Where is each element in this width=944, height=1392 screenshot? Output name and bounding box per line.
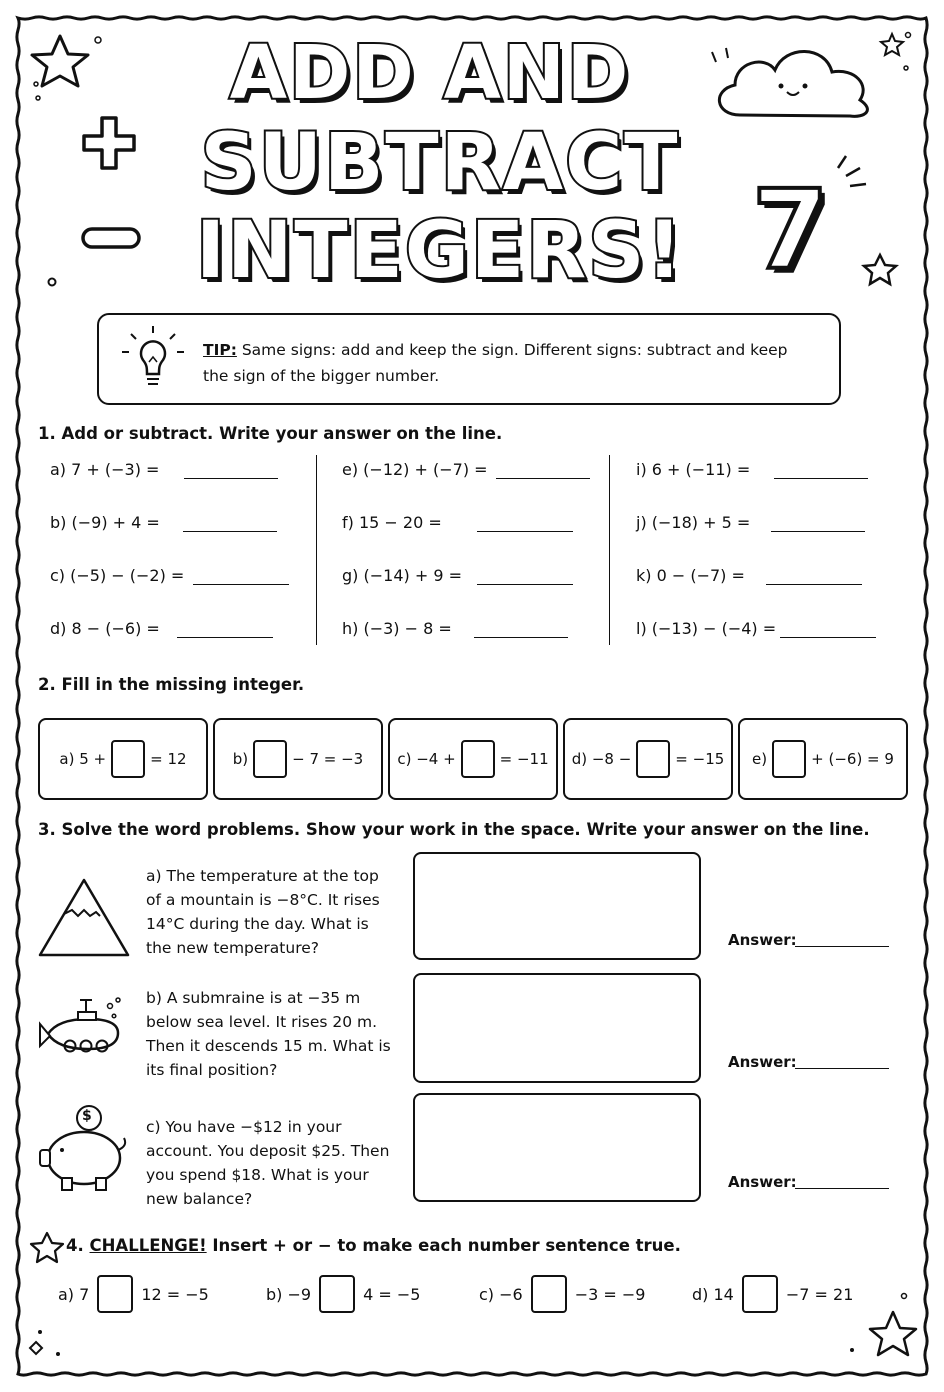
- challenge-a-before: a) 7: [58, 1284, 90, 1304]
- challenge-item-a: [58, 1275, 209, 1313]
- fill-box-c: [388, 718, 558, 800]
- fill-box-a: [38, 718, 208, 800]
- answer-line-1e[interactable]: [496, 478, 590, 479]
- problem-1k: k) 0 − (−7) =: [636, 566, 745, 585]
- problem-1d: d) 8 − (−6) =: [50, 619, 160, 638]
- tip-label: TIP:: [203, 341, 237, 359]
- title-line-2: SUBTRACT: [200, 118, 680, 208]
- challenge-instruction: Insert + or − to make each number sentence true.: [212, 1236, 681, 1255]
- problem-1h: h) (−3) − 8 =: [342, 619, 452, 638]
- problem-1e: e) (−12) + (−7) =: [342, 460, 488, 479]
- challenge-c-before: c) −6: [479, 1284, 523, 1304]
- fill-box-b: [213, 718, 383, 800]
- star-outline-icon: [864, 255, 896, 284]
- fill-b-after: − 7 = −3: [292, 750, 364, 768]
- problem-1i: i) 6 + (−11) =: [636, 460, 751, 479]
- grade-number: 7: [752, 166, 829, 294]
- minus-sign-icon: [83, 229, 139, 247]
- answer-line-1i[interactable]: [774, 478, 868, 479]
- answer-line-1b[interactable]: [183, 531, 277, 532]
- challenge-star-icon: [31, 1233, 63, 1262]
- problem-1l: l) (−13) − (−4) =: [636, 619, 777, 638]
- challenge-item-d: [692, 1275, 853, 1313]
- section-2-heading: 2. Fill in the missing integer.: [38, 675, 305, 694]
- section-1-heading: 1. Add or subtract. Write your answer on the line.: [38, 424, 503, 443]
- cloud-icon: [712, 48, 867, 116]
- problem-1g: g) (−14) + 9 =: [342, 566, 462, 585]
- fill-e-after: + (−6) = 9: [811, 750, 894, 768]
- challenge-b-before: b) −9: [266, 1284, 312, 1304]
- piggy-dollar-symbol: $: [82, 1108, 92, 1124]
- challenge-d-before: d) 14: [692, 1284, 734, 1304]
- tip-text: [203, 337, 813, 389]
- tip-box: [97, 313, 841, 405]
- fill-e-before: e): [752, 750, 768, 768]
- word-problem-b: b) A submraine is at −35 m below sea level. It rises 20 m. Then it descends 15 m. What is its final position?: [146, 989, 391, 1079]
- star-icon: [32, 36, 88, 86]
- section-4-heading: [66, 1236, 681, 1255]
- answer-label-a: Answer:: [728, 931, 797, 949]
- challenge-d-after: −7 = 21: [785, 1284, 854, 1304]
- plus-sign-icon: [84, 118, 134, 168]
- tip-body: Same signs: add and keep the sign. Different signs: subtract and keep the sign of the bigger number.: [203, 341, 788, 385]
- missing-integer-box-e[interactable]: [772, 740, 806, 778]
- missing-integer-box-d[interactable]: [636, 740, 670, 778]
- problem-1f: f) 15 − 20 =: [342, 513, 442, 532]
- answer-line-1a[interactable]: [184, 478, 278, 479]
- fill-d-after: = −15: [675, 750, 725, 768]
- title-line-1: ADD AND: [229, 30, 631, 116]
- challenge-label: CHALLENGE!: [89, 1236, 207, 1255]
- answer-line-1h[interactable]: [474, 637, 568, 638]
- word-problem-c: c) You have −$12 in your account. You deposit $25. Then you spend $18. What is your new balance?: [146, 1118, 390, 1208]
- answer-line-3b[interactable]: [795, 1068, 889, 1069]
- fill-box-d: [563, 718, 733, 800]
- work-space-a[interactable]: [413, 852, 701, 960]
- challenge-item-c: [479, 1275, 645, 1313]
- fill-d-before: d) −8 −: [571, 750, 632, 768]
- section-3-heading: 3. Solve the word problems. Show your work in the space. Write your answer on the line.: [38, 820, 870, 839]
- word-problem-a: a) The temperature at the top of a mountain is −8°C. It rises 14°C during the day. What is the new temperature?: [146, 867, 380, 957]
- problem-1b: b) (−9) + 4 =: [50, 513, 160, 532]
- challenge-c-after: −3 = −9: [574, 1284, 646, 1304]
- submarine-icon: [40, 998, 120, 1052]
- challenge-a-after: 12 = −5: [141, 1284, 209, 1304]
- operator-box-a[interactable]: [97, 1275, 133, 1313]
- problem-1c: c) (−5) − (−2) =: [50, 566, 185, 585]
- fill-c-before: c) −4 +: [397, 750, 456, 768]
- fill-box-e: [738, 718, 908, 800]
- problem-1a: a) 7 + (−3) =: [50, 460, 160, 479]
- answer-line-1k[interactable]: [766, 584, 862, 585]
- answer-line-3c[interactable]: [795, 1188, 889, 1189]
- answer-line-1f[interactable]: [477, 531, 573, 532]
- missing-integer-box-a[interactable]: [111, 740, 145, 778]
- answer-line-1l[interactable]: [780, 637, 876, 638]
- work-space-b[interactable]: [413, 973, 701, 1083]
- answer-line-1c[interactable]: [193, 584, 289, 585]
- answer-line-1g[interactable]: [477, 584, 573, 585]
- missing-integer-box-c[interactable]: [461, 740, 495, 778]
- fill-a-before: a) 5 +: [59, 750, 107, 768]
- answer-line-3a[interactable]: [795, 946, 889, 947]
- mountain-icon: [40, 880, 128, 955]
- small-star-icon: [881, 34, 903, 55]
- challenge-item-b: [266, 1275, 420, 1313]
- column-divider: [316, 455, 317, 645]
- fill-c-after: = −11: [499, 750, 549, 768]
- answer-line-1d[interactable]: [177, 637, 273, 638]
- bottom-star-icon: [870, 1312, 916, 1355]
- title-line-3: INTEGERS!: [196, 206, 684, 296]
- fill-b-before: b): [232, 750, 249, 768]
- work-space-c[interactable]: [413, 1093, 701, 1202]
- answer-label-b: Answer:: [728, 1053, 797, 1071]
- problem-1j: j) (−18) + 5 =: [636, 513, 751, 532]
- answer-label-c: Answer:: [728, 1173, 797, 1191]
- section-4-number: 4.: [66, 1236, 84, 1255]
- operator-box-b[interactable]: [319, 1275, 355, 1313]
- challenge-b-after: 4 = −5: [363, 1284, 421, 1304]
- missing-integer-box-b[interactable]: [253, 740, 287, 778]
- answer-line-1j[interactable]: [771, 531, 865, 532]
- operator-box-c[interactable]: [531, 1275, 567, 1313]
- fill-a-after: = 12: [150, 750, 187, 768]
- operator-box-d[interactable]: [742, 1275, 778, 1313]
- column-divider: [609, 455, 610, 645]
